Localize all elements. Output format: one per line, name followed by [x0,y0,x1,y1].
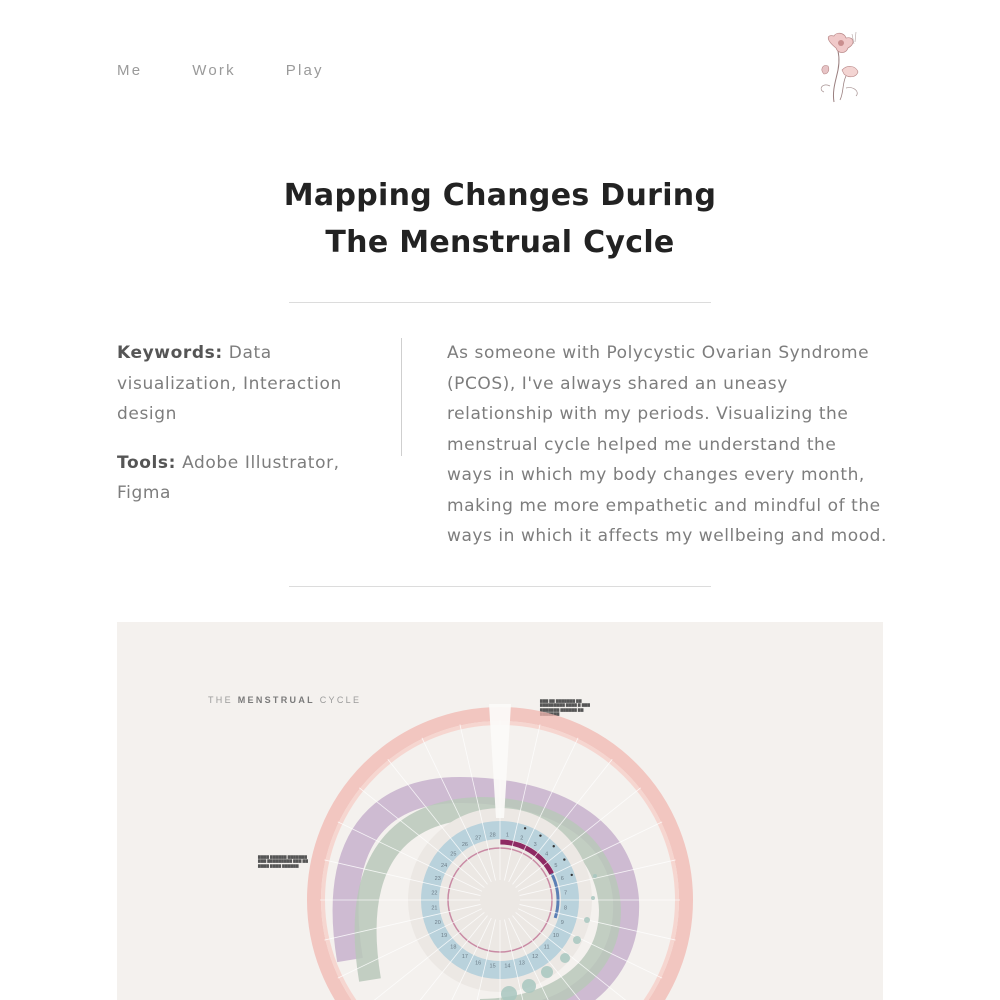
day-number: 1 [505,832,509,839]
day-number: 15 [489,963,496,970]
marker-dot [563,858,565,860]
day-number: 25 [450,851,457,858]
marker-dot [539,834,541,836]
symptom-dot [522,979,536,993]
nav-item-play[interactable]: Play [285,62,324,79]
marker-dot [571,874,573,876]
day-number: 8 [564,905,568,912]
hero-title-cycle: CYCLE [319,695,362,705]
menstrual-cycle-wheel [117,622,883,1000]
annotation-hormones: ▇▇▇ ▇▇ ▇▇▇▇▇▇▇ ▇▇ ▇▇▇▇▇▇▇▇▇ ▇▇▇▇ ▇ ▇▇▇ ▇▇▇▇▇▇▇ ▇▇▇▇▇▇ ▇▇ ▇▇▇▇▇▇▇ [540,699,590,717]
day-number: 13 [518,960,525,967]
tools-value: Adobe Illustrator, Figma [117,452,340,503]
day-number: 2 [520,835,524,842]
day-number: 21 [431,905,438,912]
day-number: 5 [554,862,558,869]
nav-item-me[interactable]: Me [117,62,143,79]
day-number: 3 [533,842,537,849]
day-number: 24 [441,862,448,869]
symptom-dot [573,936,581,944]
hero-title-menstrual: MENSTRUAL [237,695,315,705]
day-number: 22 [431,890,438,897]
day-number: 7 [564,890,568,897]
poppy-flower-icon[interactable] [812,30,872,106]
day-number: 23 [434,876,441,883]
day-number: 17 [461,953,468,960]
top-divider [289,302,711,303]
page-title [0,172,1000,266]
title-line-2: The Menstrual Cycle [325,225,675,260]
keywords-value: Data visualization, Interaction design [117,343,342,424]
symptom-dot [593,874,597,878]
marker-dot [553,845,555,847]
day-number: 18 [450,944,457,951]
day-number: 16 [475,960,482,967]
day-number: 27 [475,835,482,842]
bottom-divider [289,586,711,587]
day-number: 28 [489,832,496,839]
day-number: 6 [560,876,564,883]
hero-visualization [117,622,883,1000]
day-number: 11 [543,944,550,951]
symptom-dot [560,953,570,963]
project-meta [117,338,367,527]
day-number: 20 [434,919,441,926]
title-line-1: Mapping Changes During [283,178,717,213]
tools-row [117,448,367,509]
day-number: 26 [461,842,468,849]
symptom-dot [591,896,595,900]
vertical-divider [401,338,402,456]
tools-label: Tools: [117,452,177,473]
hero-title-the: THE [208,695,233,705]
symptom-dot [541,966,553,978]
main-nav [117,62,374,79]
day-number: 12 [532,953,539,960]
project-description: As someone with Polycystic Ovarian Syndrome (PCOS), I've always shared an uneasy relationship with my periods. Visualizing the menstrual cycle helped me understand the ways in which my body changes every month, making me more empathetic and mindful of the ways in which it affects my wellbeing and mood. [447,343,887,546]
keywords-row [117,338,367,430]
nav-item-work[interactable]: Work [192,62,236,79]
symptom-dot [584,917,590,923]
annotation-phase: ▇▇▇▇ ▇▇▇▇▇▇ ▇▇▇▇▇▇▇ ▇▇▇ ▇▇▇▇▇▇▇▇▇ ▇▇▇ ▇▇ ▇▇▇▇ ▇▇▇▇ ▇▇▇▇▇▇ [258,855,308,868]
marker-dot [524,827,526,829]
keywords-label: Keywords: [117,343,223,363]
day-number: 10 [552,933,559,940]
day-number: 9 [560,919,564,926]
day-number: 19 [441,933,448,940]
day-number: 4 [545,851,549,858]
day-number: 14 [504,963,511,970]
